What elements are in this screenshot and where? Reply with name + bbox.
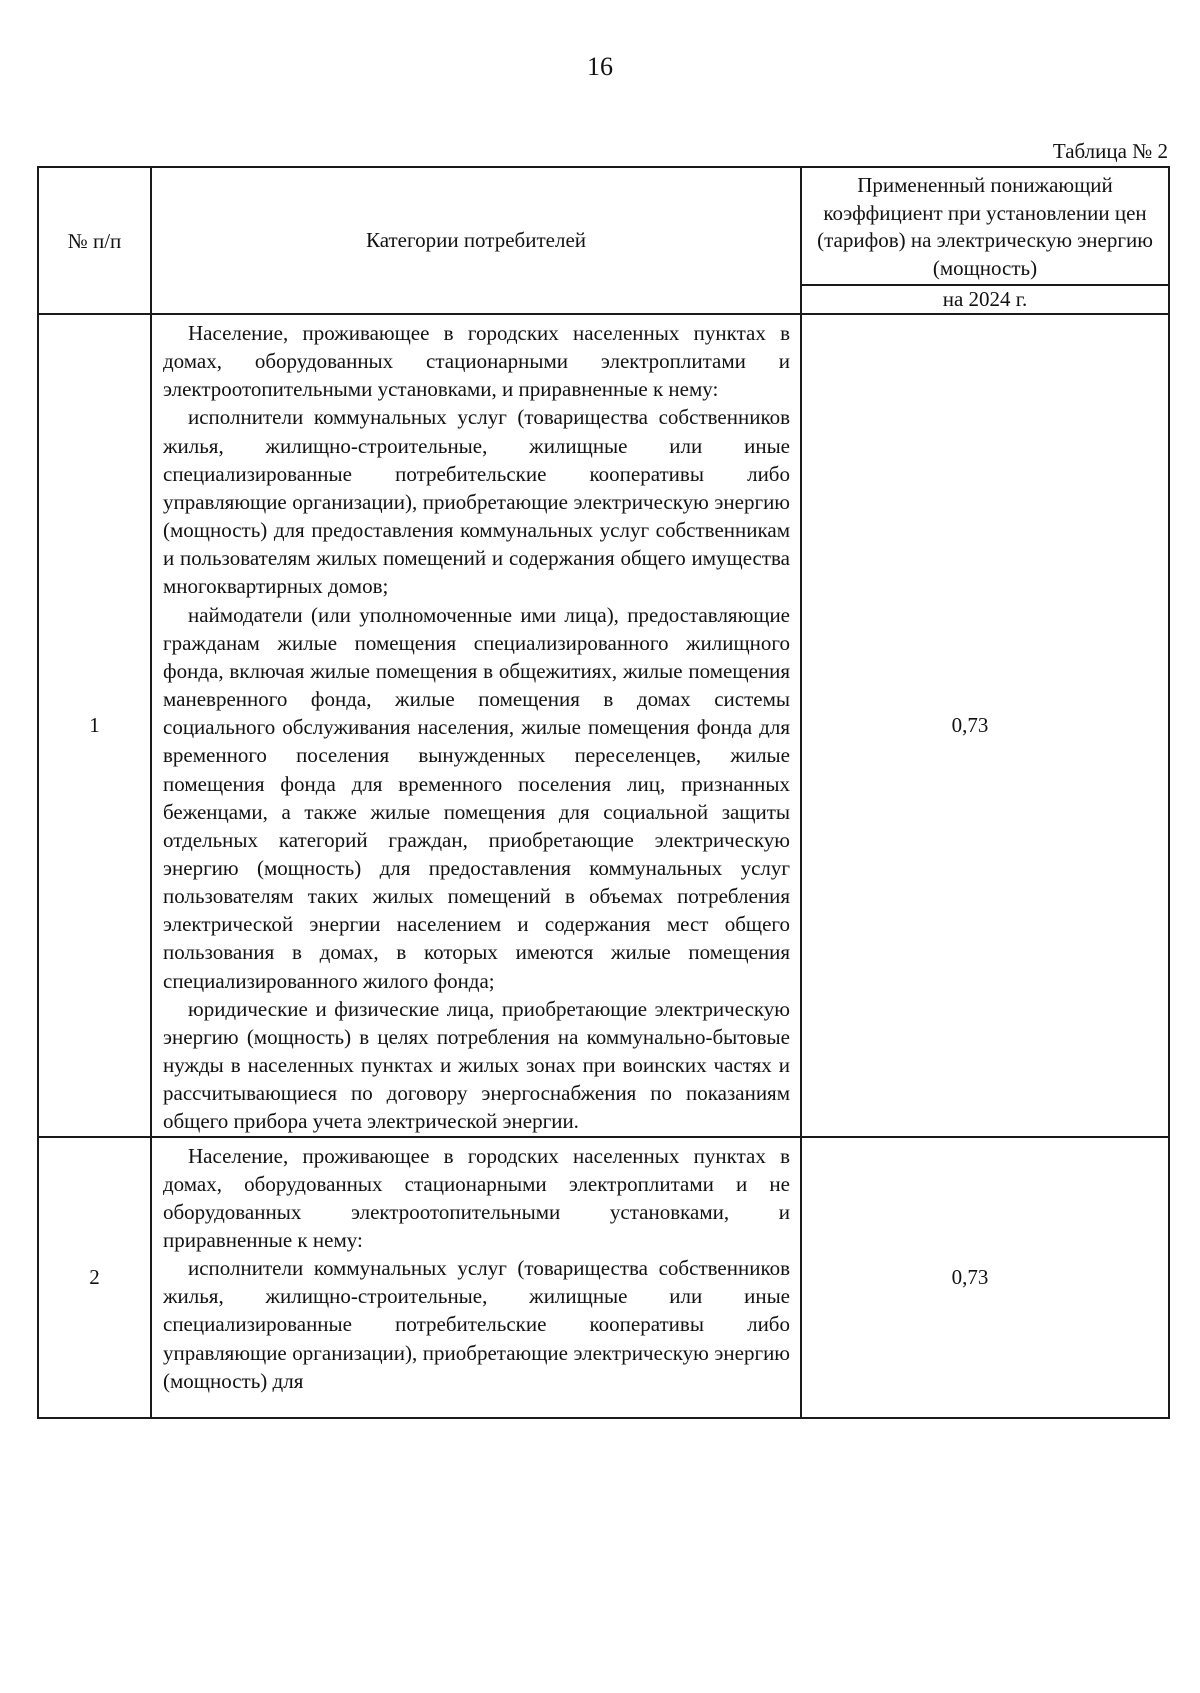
coefficient-table [37, 166, 1170, 1419]
category-paragraph: Население, проживающее в городских населенных пунктах в домах, оборудованных стационарными электроплитами и не оборудованных электроотопительными установками, и приравненные к нему: [163, 1143, 790, 1252]
row-number-cell [38, 1137, 151, 1418]
header-category-cell [151, 167, 801, 314]
table-row [38, 314, 1169, 1137]
header-number-cell [38, 167, 151, 314]
category-text-continued [163, 1142, 790, 1417]
header-coefficient-label: Примененный понижающий коэффициент при установлении цен (тарифов) на электрическую энергию (мощность) [817, 173, 1153, 280]
header-number-label: № п/п [67, 228, 122, 253]
row-number: 2 [89, 1264, 100, 1289]
table-caption: Таблица № 2 [1052, 139, 1168, 163]
row-value-cell [801, 1137, 1169, 1418]
category-paragraph: наймодатели (или уполномоченные ими лица), предоставляющие гражданам жилые помещения специализированного жилищного фонда, включая жилые помещения в общежитиях, жилые помещения маневренного фонда, жилые помещения в домах системы социального обслуживания населения, жилые помещения фонда для временного поселения вынужденных переселенцев, жилые помещения фонда для временного поселения лиц, признанных беженцами, а также жилые помещения для социальной защиты отдельных категорий граждан, приобретающие электрическую энергию (мощность) для предоставления коммунальных услуг пользователям таких жилых помещений в объемах потребления электрической энергии населением и содержания мест общего пользования в домах, в которых имеются жилые помещения специализированного жилого фонда; [163, 602, 790, 993]
row-value-cell [801, 314, 1169, 1137]
category-paragraph: исполнители коммунальных услуг (товарищества собственников жилья, жилищно-строительные, жилищные или иные специализированные потребительские кооперативы либо управляющие организации), приобретающие электрическую энергию (мощность) для [163, 1256, 790, 1393]
header-year-label: на 2024 г. [942, 287, 1028, 311]
category-paragraph: исполнители коммунальных услуг (товарищества собственников жилья, жилищно-строительные, жилищные или иные специализированные потребительские кооперативы либо управляющие организации), приобретающие электрическую энергию (мощность) для предоставления коммунальных услуг собственникам и пользователям жилых помещений и содержания общего имущества многоквартирных домов; [163, 405, 790, 599]
category-paragraph: Население, проживающее в городских населенных пунктах в домах, оборудованных стационарными электроплитами и электроотопительными установками, и приравненные к нему: [163, 321, 790, 402]
header-category-label: Категории потребителей [366, 228, 586, 252]
row-category-cell [151, 314, 801, 1137]
page-number: 16 [587, 52, 613, 81]
header-year-cell [801, 285, 1169, 314]
row-number-cell [38, 314, 151, 1137]
row-category-cell [151, 1137, 801, 1418]
row-coefficient-value: 0,73 [951, 712, 989, 737]
row-coefficient-value: 0,73 [951, 1264, 989, 1289]
category-paragraph: юридические и физические лица, приобретающие электрическую энергию (мощность) в целях потребления на коммунально-бытовые нужды в населенных пунктах и жилых зонах при воинских частях и рассчитывающиеся по договору энергоснабжения по показаниям общего прибора учета электрической энергии. [163, 996, 790, 1134]
table-header-row [38, 167, 1169, 285]
header-coefficient-cell [801, 167, 1169, 285]
row-number: 1 [89, 712, 100, 737]
table-row [38, 1137, 1169, 1418]
